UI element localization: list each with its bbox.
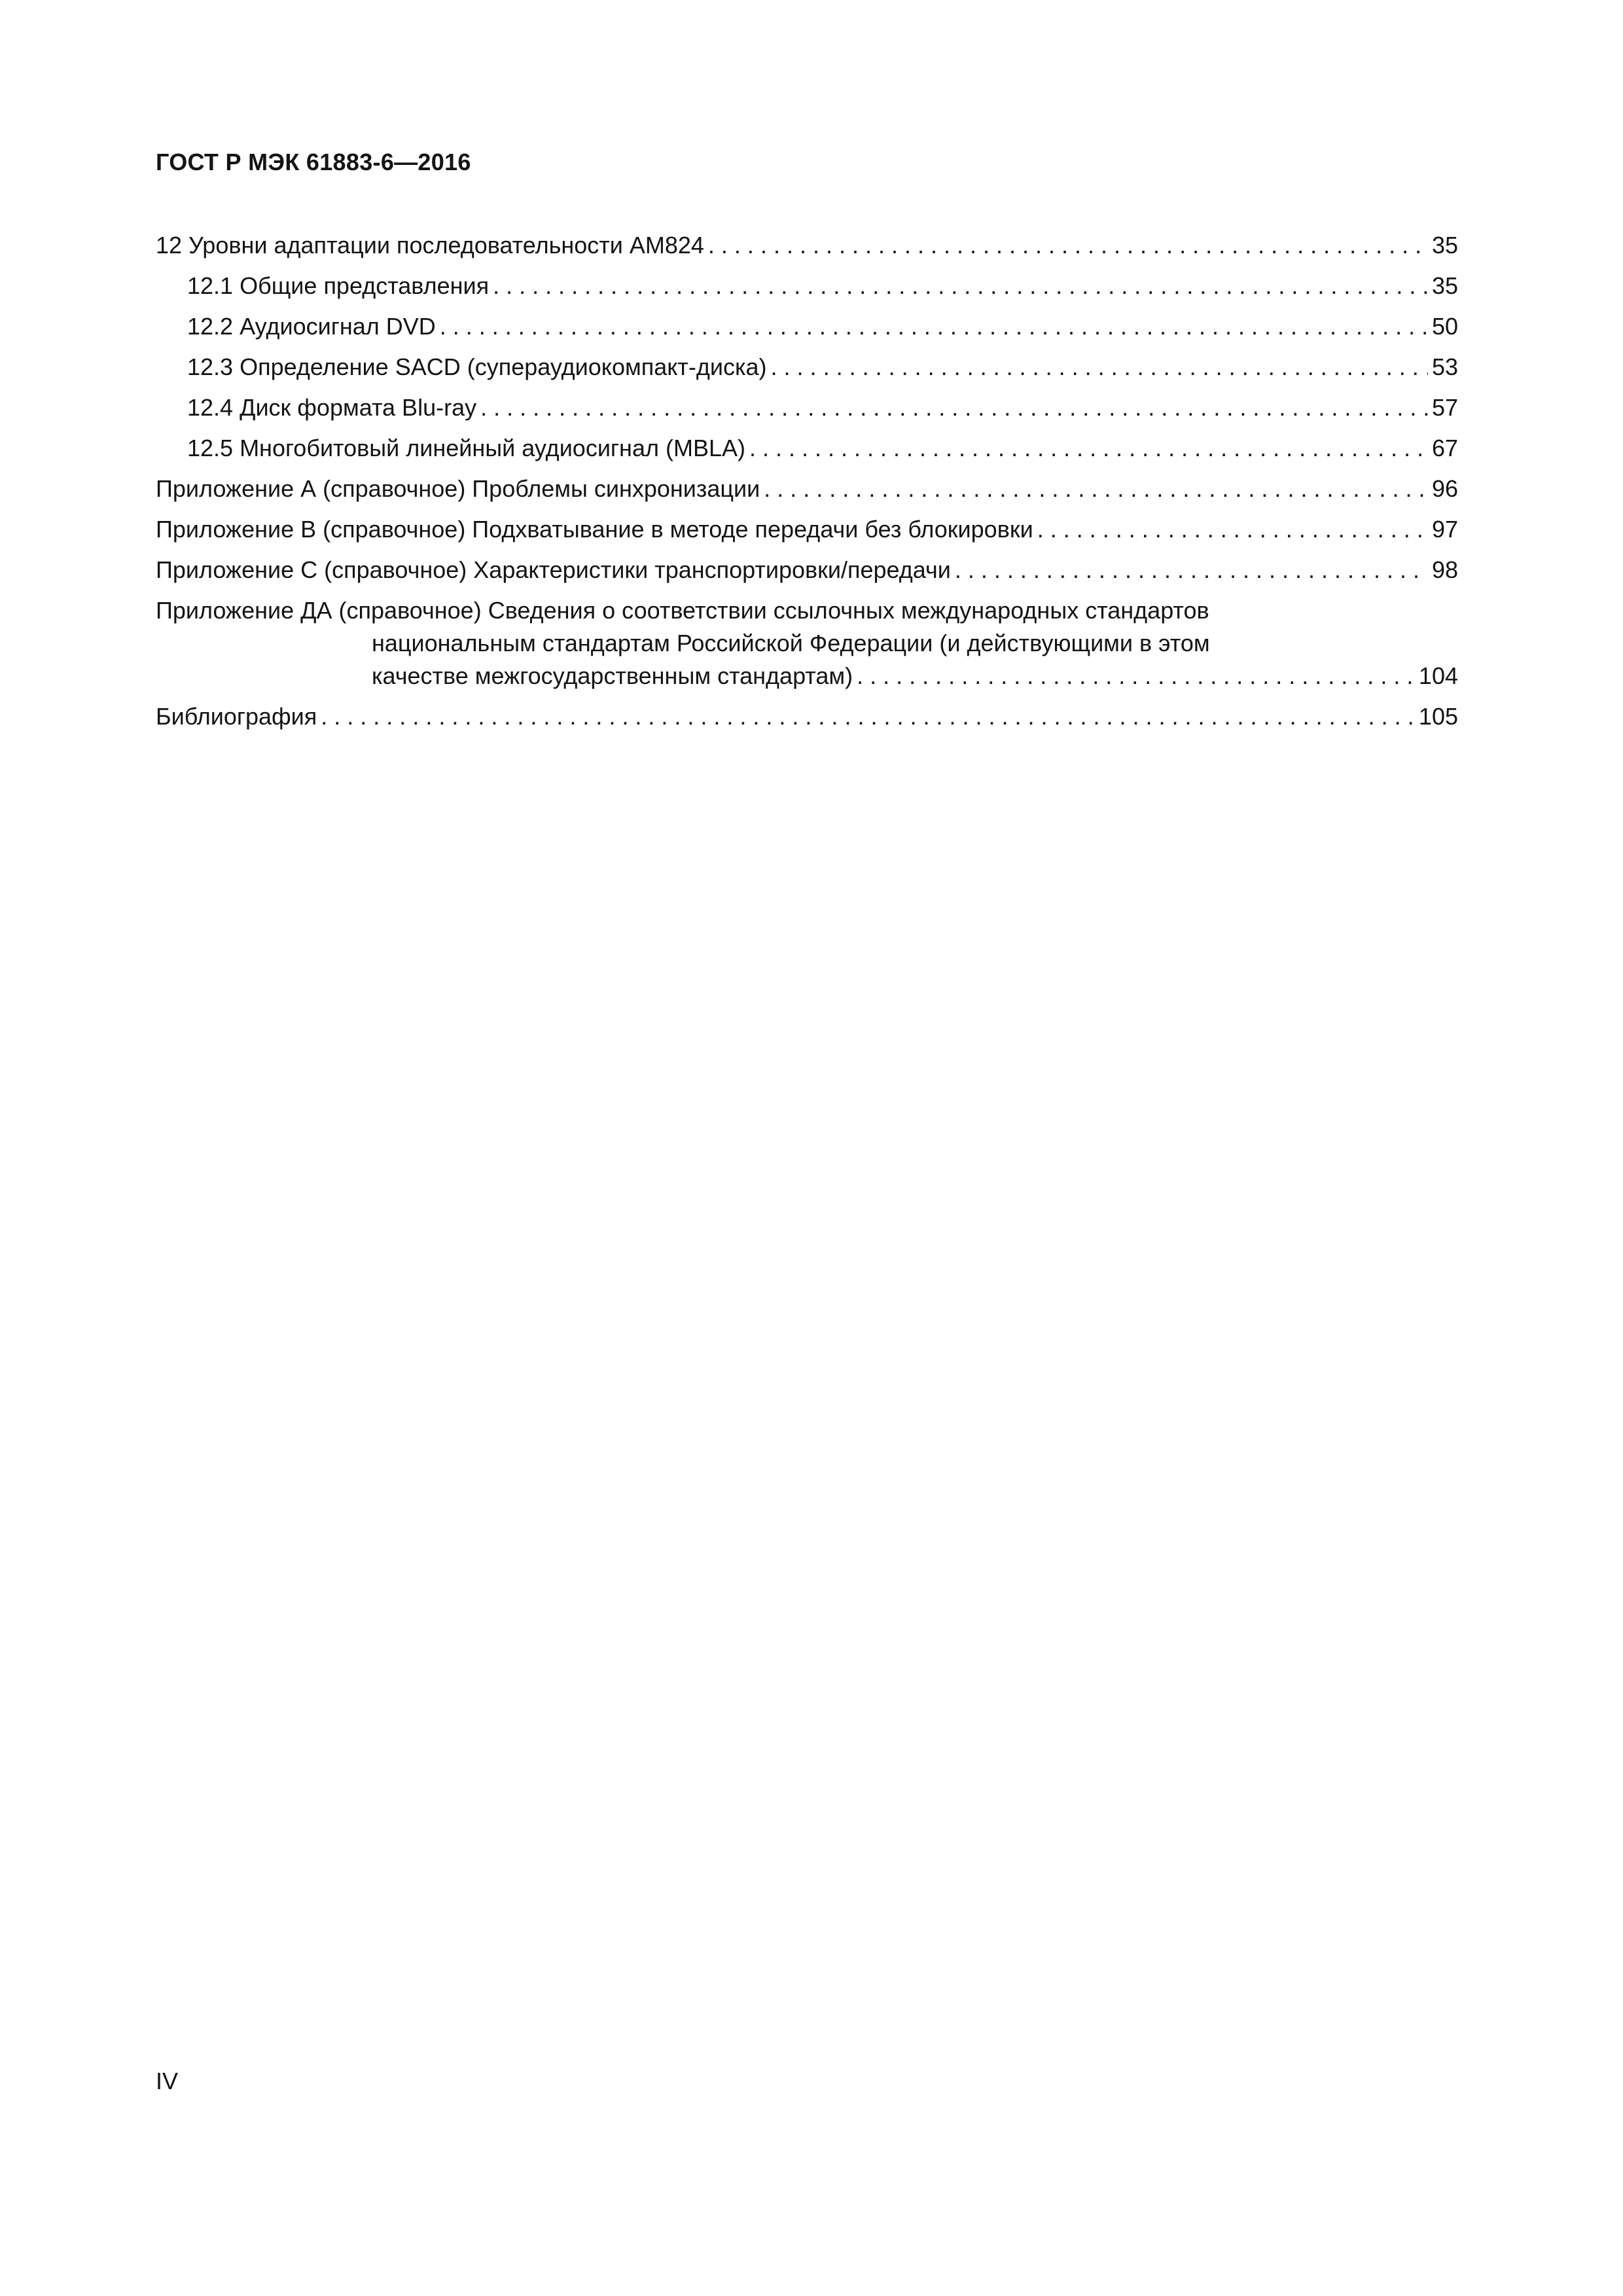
- dot-leader: [1037, 509, 1428, 550]
- toc-entry-section-12-5[interactable]: [156, 428, 1458, 469]
- dot-leader: [440, 306, 1428, 347]
- toc-entry-label: Приложение В (справочное) Подхватывание в методе передачи без блокировки: [156, 516, 1033, 543]
- dot-leader: [955, 550, 1428, 590]
- dot-leader: [764, 469, 1428, 509]
- toc-entry-label: 12.2 Аудиосигнал DVD: [187, 313, 436, 340]
- dot-leader: [493, 266, 1428, 306]
- document-header: ГОСТ Р МЭК 61883-6—2016: [156, 149, 471, 175]
- toc-entry-label: 12 Уровни адаптации последовательности AM824: [156, 232, 704, 259]
- toc-entry-annex-a[interactable]: [156, 469, 1458, 509]
- toc-entry-label: 12.4 Диск формата Blu-ray: [187, 394, 477, 421]
- toc-entry-annex-c[interactable]: [156, 550, 1458, 590]
- toc-entry-page: 35: [1431, 232, 1458, 259]
- toc-entry-page: 98: [1431, 556, 1458, 583]
- toc-entry-page: 104: [1418, 662, 1458, 689]
- toc-entry-page: 96: [1431, 475, 1458, 502]
- toc-entry-page: 35: [1431, 272, 1458, 299]
- toc-entry-page: 105: [1418, 703, 1458, 730]
- dot-leader: [749, 428, 1428, 469]
- toc-entry-label-line2: национальным стандартам Российской Федерации (и действующими в этом: [372, 630, 1210, 656]
- dot-leader: [321, 696, 1415, 737]
- table-of-contents: [156, 225, 1458, 737]
- toc-entry-section-12-1[interactable]: [156, 266, 1458, 306]
- toc-entry-label: 12.3 Определение SACD (супераудиокомпакт-диска): [187, 353, 767, 380]
- toc-entry-annex-da[interactable]: [156, 590, 1458, 696]
- toc-entry-annex-b[interactable]: [156, 509, 1458, 550]
- toc-entry-label: 12.1 Общие представления: [187, 272, 490, 299]
- toc-entry-page: 57: [1431, 394, 1458, 421]
- dot-leader: [857, 660, 1415, 692]
- toc-entry-label-line1: Приложение ДА (справочное) Сведения о соответствии ссылочных международных стандартов: [156, 597, 1209, 624]
- toc-entry-section-12-2[interactable]: [156, 306, 1458, 347]
- dot-leader: [708, 225, 1428, 266]
- toc-entry-label: Приложение С (справочное) Характеристики транспортировки/передачи: [156, 556, 951, 583]
- toc-entry-section-12-3[interactable]: [156, 347, 1458, 387]
- toc-entry-last-line: [156, 660, 1458, 696]
- toc-entry-label: Библиография: [156, 703, 317, 730]
- toc-entry-page: 53: [1431, 353, 1458, 380]
- toc-entry-label: Приложение А (справочное) Проблемы синхронизации: [156, 475, 760, 502]
- toc-entry-page: 67: [1431, 435, 1458, 461]
- dot-leader: [771, 347, 1428, 387]
- toc-entry-section-12[interactable]: [156, 225, 1458, 266]
- toc-entry-page: 50: [1431, 313, 1458, 340]
- toc-entry-label: 12.5 Многобитовый линейный аудиосигнал (MBLA): [187, 435, 745, 461]
- toc-entry-section-12-4[interactable]: [156, 387, 1458, 428]
- toc-entry-page: 97: [1431, 516, 1458, 543]
- toc-entry-bibliography[interactable]: [156, 696, 1458, 737]
- toc-entry-label-line3: качестве межгосударственным стандартам): [372, 662, 853, 689]
- page-number: IV: [156, 2068, 179, 2094]
- dot-leader: [480, 387, 1428, 428]
